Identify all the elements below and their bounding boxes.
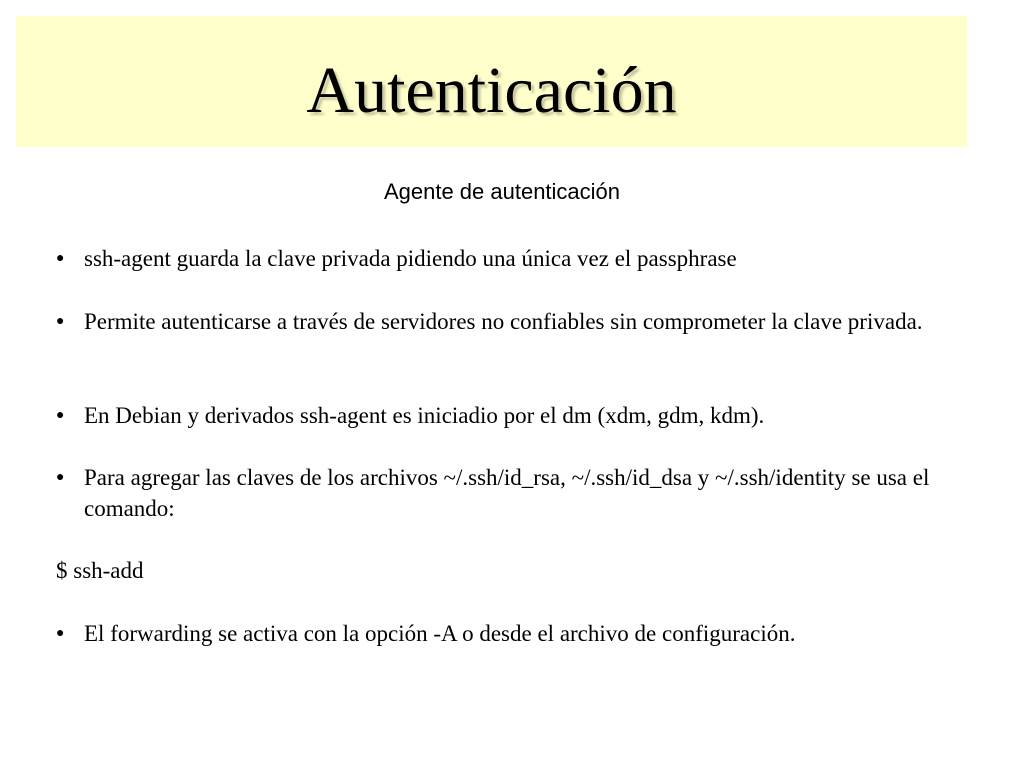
bullet-item-1 bbox=[56, 243, 936, 274]
slide-subtitle: Agente de autenticación bbox=[383, 179, 621, 204]
bullet-item-2 bbox=[56, 306, 936, 337]
title-band bbox=[16, 16, 967, 147]
bullet-item-4 bbox=[56, 462, 936, 524]
bullet-marker-icon: ● bbox=[56, 626, 65, 641]
bullet-item-3 bbox=[56, 400, 936, 431]
bullet-marker-icon: ● bbox=[56, 470, 65, 485]
command-line: $ ssh-add bbox=[56, 558, 144, 583]
bullet-text: Permite autenticarse a través de servidores no confiables sin comprometer la clave privada. bbox=[84, 309, 923, 334]
bullet-text: ssh-agent guarda la clave privada pidiendo una única vez el passphrase bbox=[84, 246, 737, 271]
bullet-marker-icon: ● bbox=[56, 251, 65, 266]
bullet-item-5 bbox=[56, 618, 936, 649]
bullet-marker-icon: ● bbox=[56, 314, 65, 329]
bullet-marker-icon: ● bbox=[56, 408, 65, 423]
bullet-text: En Debian y derivados ssh-agent es iniciadio por el dm (xdm, gdm, kdm). bbox=[84, 403, 765, 428]
bullet-text: Para agregar las claves de los archivos ~/.ssh/id_rsa, ~/.ssh/id_dsa y ~/.ssh/identity se usa el comando: bbox=[84, 465, 930, 521]
bullet-text: El forwarding se activa con la opción -A o desde el archivo de configuración. bbox=[84, 621, 796, 646]
slide-title: Autenticación bbox=[306, 54, 677, 127]
